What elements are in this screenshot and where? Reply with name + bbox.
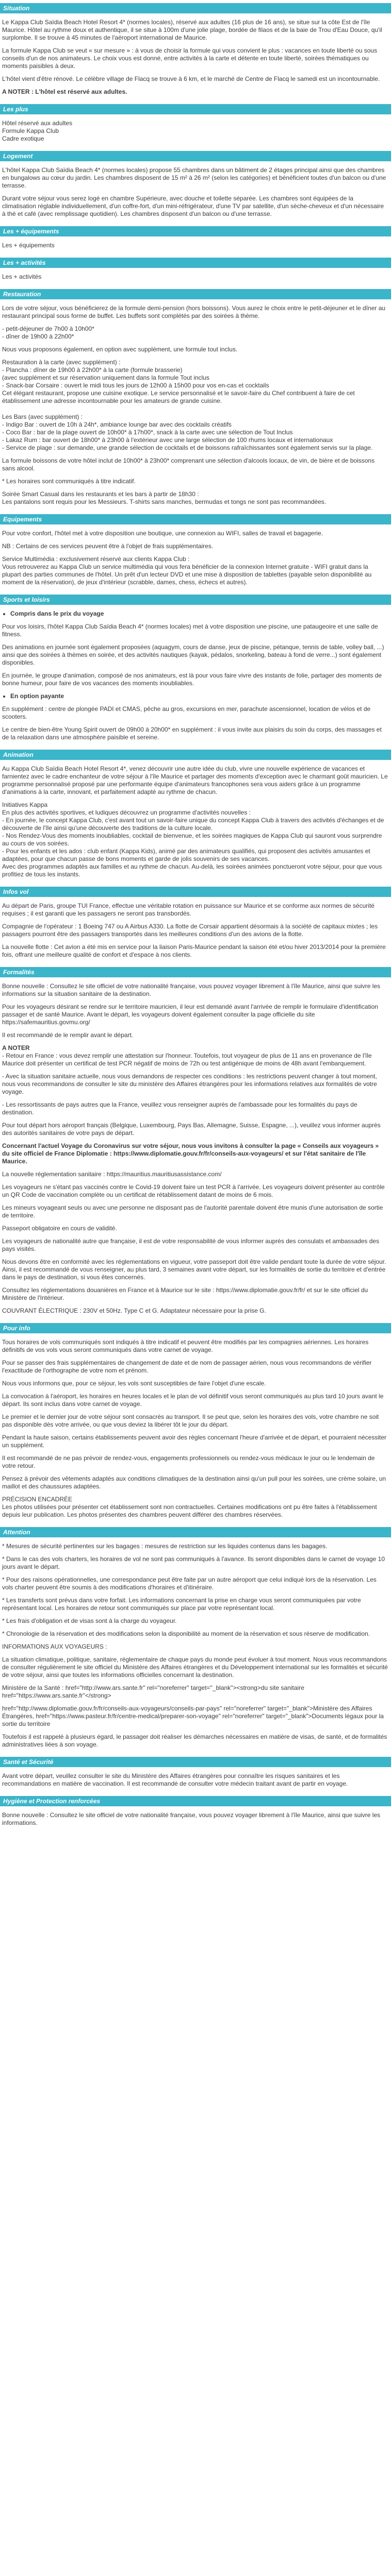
plus-activites-body (0, 273, 391, 281)
restauration-line: (avec supplément et sur réservation uniquement dans la formule Tout inclus (2, 374, 209, 381)
pour-info-p9: PRÉCISION ENCADRÉE (2, 1496, 73, 1503)
equipements-p3: Service Multimédia : exclusivement réservé aux clients Kappa Club : (2, 555, 190, 563)
formalites-p6: - Avec la situation sanitaire actuelle, nous vous demandons de respecter ces conditions : les restrictions peuvent changer à tout moment, nous vous recommandons de consulter le site du ministère des Affaires étrangères pour les informations relatives aux formalités de votre voyage. (2, 1073, 377, 1095)
situation-note: A NOTER : L'hôtel est réservé aux adultes. (2, 88, 127, 95)
situation-header: Situation (0, 3, 391, 13)
infos-body (0, 902, 391, 959)
infos-p1: Au départ de Paris, groupe TUI France, effectue une véritable rotation en puissance sur Maurice et se conforme aux normes de sécurité requises ; il est garanti que les passagers ne seront pas transbordés. (2, 902, 374, 917)
attention-link-p: Ministère de la Santé : href="http://www.ars.sante.fr" rel="noreferrer" target="_blank"><strong>du site sanitaire href="https://www.ars.sante.fr"</strong> (2, 1684, 304, 1699)
logement-p2: Durant votre séjour vous serez logé en chambre Supérieure, avec douche et toilette séparée. Les chambres sont équipées de la climatisation réglable individuellement, d'un coffre-fort, d'un mini-réfrigérateur, d'une TV par satellite, d'un sèche-cheveux et d'un nécessaire à thé et café (avec remplissage quotidien). Les chambres disposent d'un balcon ou d'une terrasse. (2, 195, 384, 217)
bars-line: - Lakaz Rum : bar ouvert de 18h00* à 23h00 à l'extérieur avec une large sélection de 100 rhums locaux et internationaux (2, 436, 333, 444)
equipements-body (0, 530, 391, 586)
attention-p3: * Pour des raisons opérationnelles, une correspondance peut être faite par un autre aéroport que celui indiqué lors de la réservation. Les vols charter peuvent être soumis à des modifications d'horaires et d'itinéraire. (2, 1576, 377, 1591)
sports-p5: Le centre de bien-être Young Spirit ouvert de 09h00 à 20h00* en supplément : il vous invite aux plaisirs du soin du corps, des massages et de la relaxation dans une atmosphère paisible et sereine. (2, 726, 382, 741)
situation-p2: La formule Kappa Club se veut « sur mesure » : à vous de choisir la formule qui vous convient le plus : vacances en toute liberté ou sous conseils d'un de nos animateurs. Le choix vous est donné, entre activités à la carte et détente en toute liberté, soirées thématiques ou moments paisibles à deux. (2, 47, 378, 70)
plus-activites-item: Les + activités (2, 273, 42, 280)
infos-p3: La nouvelle flotte : Cet avion a été mis en service pour la liaison Paris-Maurice pendant la saison été et/ou hiver 2013/2014 pour la première fois, offrant une meilleure qualité de confort et d'espace à nos clients. (2, 943, 386, 958)
bars-line: - Indigo Bar : ouvert de 10h à 24h*, ambiance lounge bar avec des cocktails créatifs (2, 421, 232, 428)
plus-equipements-header: Les + équipements (0, 226, 391, 236)
covid-body-3: Les mineurs voyageant seuls ou avec une personne ne disposant pas de l'autorité parentale doivent être munis d'une autorisation de sortie de territoire. (2, 1204, 383, 1219)
equipements-p1: Pour votre confort, l'hôtel met à votre disposition une boutique, une connexion au WIFI, salles de travail et bagagerie. (2, 530, 323, 537)
equipements-p2: NB : Certains de ces services peuvent être à l'objet de frais supplémentaires. (2, 543, 214, 550)
les-plus-item: Hôtel réservé aux adultes (2, 120, 73, 127)
hygiene-body (0, 1811, 391, 1827)
pour-info-p7: Il est recommandé de ne pas prévoir de rendez-vous, engagements professionnels ou rendez-vous médicaux le jour ou le lendemain de votre retour. (2, 1454, 375, 1469)
attention-p4: * Les transferts sont prévus dans votre forfait. Les informations concernant la prise en charge vous seront communiquées par votre représentant local. Les horaires de retour sont communiqués sur place par votre représentant local. (2, 1597, 361, 1612)
pour-info-header: Pour info (0, 1323, 391, 1333)
plus-activites-header: Les + activités (0, 258, 391, 268)
attention-p1-text: * Mesures de sécurité pertinentes sur les bagages : mesures de restriction sur les liquides contenus dans les bagages. (2, 1543, 328, 1550)
formalites-header: Formalités (0, 967, 391, 977)
tout-inclus-p3: Soirée Smart Casual dans les restaurants et les bars à partir de 18h30 : (2, 490, 199, 498)
sports-list-2 (2, 692, 388, 700)
pour-info-p6: Pendant la haute saison, certains établissements peuvent avoir des règles concernant l'heure d'arrivée et de départ, et pourraient nécessiter un supplément. (2, 1434, 387, 1449)
les-plus-header: Les plus (0, 104, 391, 114)
sports-p3: En journée, le groupe d'animation, composé de nos animateurs, est là pour vous faire vivre des instants de folie, partager des moments de bonne humeur, pour faire de vos vacances des moments inoubliables. (2, 672, 382, 687)
passport-p3: Consultez les réglementations douanières en France et à Maurice sur le site : https://www.diplomatie.gouv.fr/fr/ et sur le site officiel du Ministère de l'Intérieur. (2, 1286, 368, 1301)
attention-header: Attention (0, 1527, 391, 1537)
attention-closing: Toutefois il est rappelé à plusieurs égard, le passager doit réaliser les démarches nécessaires en matière de visas, de santé, et de formalités administratives liées à son voyage. (2, 1733, 387, 1748)
attention-important: INFORMATIONS AUX VOYAGEURS : (2, 1643, 107, 1650)
covid-body: La nouvelle réglementation sanitaire : https://mauritius.mauritiusassistance.com/ (2, 1171, 222, 1178)
formalites-p5: - Retour en France : vous devez remplir une attestation sur l'honneur. Toutefois, tout voyageur de plus de 11 ans en provenance de l'île Maurice doit présenter un certificat de test PCR négatif de moins de 72h ou test antigénique de moins de 48h avant l'embarquement. (2, 1052, 372, 1067)
les-plus-body (0, 120, 391, 143)
logement-body (0, 166, 391, 218)
formalites-body (0, 982, 391, 1315)
logement-p1: L'hôtel Kappa Club Saïdia Beach 4* (normes locales) propose 55 chambres dans un bâtiment de 2 étages principal ainsi que des chambres en bungalows au cœur du jardin. Les chambres disposent de 15 m² à 26 m² (selon les catégories) et bénéficient toutes d'un balcon ou d'une terrasse. (2, 166, 386, 189)
bars-line: Les Bars (avec supplément) : (2, 413, 83, 420)
attention-note-2: * Chronologie de la réservation et des modifications selon la disponibilité au moment de la réservation et sous réserve de modification. (2, 1630, 370, 1637)
passport-p2: Nous devons être en conformité avec les réglementations en vigueur, votre passeport doit être valide pendant toute la durée de votre séjour. Ainsi, il est recommandé de vous renseigner, au plus tard, 3 semaines avant votre départ, sur les formalités de sortie du territoire et d'entrée dans le pays de destination, si vous êtes concernés. (2, 1258, 386, 1281)
restauration-p1: Lors de votre séjour, vous bénéficierez de la formule demi-pension (hors boissons). Vous aurez le choix entre le petit-déjeuner et le dîner au restaurant principal sous forme de buffet. Les buffets sont complétés par des soirées à thème. (2, 304, 386, 319)
pour-info-body (0, 1338, 391, 1519)
situation-p3: L'hôtel vient d'être rénové. Le célèbre village de Flacq se trouve à 6 km, et le marché de Centre de Flacq le samedi est un incontournable. (2, 75, 380, 82)
hygiene-p1: Bonne nouvelle : Consultez le site officiel de votre nationalité française, vous pouvez voyager librement à l'île Maurice, ainsi que suivre les informations. (2, 1811, 381, 1826)
covid-title: Concernant l'actuel Voyage du Coronavirus sur votre séjour, nous vous invitons à consulter la page « Conseils aux voyageurs » du site officiel de France Diplomatie : https://www.diplomatie.gouv.fr/fr/conseils-aux-voyageurs/ et sur l'état sanitaire de l'île Maurice. (2, 1142, 379, 1165)
restauration-line: - Snack-bar Corsaire : ouvert le midi tous les jours de 12h00 à 15h00 pour vos en-cas et cocktails (2, 382, 269, 389)
restauration-line: Restauration à la carte (avec supplément) : (2, 359, 121, 366)
tout-inclus-p2: * Les horaires sont communiqués à titre indicatif. (2, 478, 136, 485)
animation-p2: Initiatives Kappa (2, 801, 48, 808)
formalites-p1: Bonne nouvelle : Consultez le site officiel de votre nationalité française, vous pouvez voyager librement à l'île Maurice, ainsi que suivre les informations sur la situation sanitaire de la destination. (2, 982, 381, 997)
sante-header: Santé et Sécurité (0, 1757, 391, 1767)
attention-body (0, 1543, 391, 1749)
equipements-header: Equipements (0, 514, 391, 524)
restauration-line: - dîner de 19h00 à 22h00* (2, 333, 74, 340)
formalites-note-title: A NOTER (2, 1044, 30, 1052)
pour-info-p3: Nous vous informons que, pour ce séjour, les vols sont susceptibles de faire l'objet d'une escale. (2, 1380, 266, 1387)
sante-body (0, 1772, 391, 1788)
animation-header: Animation (0, 750, 391, 760)
passport-p4: COUVRANT ÉLECTRIQUE : 230V et 50Hz. Type C et G. Adaptateur nécessaire pour la prise G. (2, 1307, 266, 1314)
animation-p1: Au Kappa Club Saïdia Beach Hotel Resort 4*, venez découvrir une autre idée du club, vivre une nouvelle expérience de vacances et farnientez avec le cadre enchanteur de votre séjour à l'île Maurice et partager des moments d'exception avec le charmant goût mauricien. Le programme personnalisé proposé par une performante équipe d'animateurs francophones sera vous aiders grâce à un programme d'animations à la carte, innovant, et parfaitement adapté au rythme de chacun. (2, 765, 388, 795)
restauration-header: Restauration (0, 289, 391, 299)
sante-p1: Avant votre départ, veuillez consulter le site du Ministère des Affaires étrangères pour connaître les risques sanitaires et les recommandations en matière de vaccination. Il est recommandé de consulter votre médecin traitant avant de partir en voyage. (2, 1772, 348, 1787)
restauration-line: - petit-déjeuner de 7h00 à 10h00* (2, 325, 94, 332)
infos-p2: Compagnie de l'opérateur : 1 Boeing 747 ou A Airbus A330. La flotte de Corsair appartient désormais à la société de capitaux mixtes ; les passagers pourront être des passagers transportés dans les meilleures conditions d'un des avions de la flotte. (2, 923, 378, 938)
pour-info-p2: Pour se passer des frais supplémentaires de changement de date et de nom de passager aérien, nous vous recommandons de vérifier l'exactitude de l'orthographe de votre nom et prénom. (2, 1359, 372, 1374)
sports-subhead-2: • En option payante (10, 692, 388, 700)
les-plus-item: Cadre exotique (2, 135, 44, 142)
equipements-p4: Vous retrouverez au Kappa Club un service multimédia qui vous fera bénéficier de la connexion Internet gratuite - WIFI gratuit dans la plupart des parties communes de l'hôtel. Un prêt d'un lecteur DVD et une mise à disposition de tablettes (payable selon disponibilité au moment de la réservation), de jeux d'intérieur (scrabble, dames, chess, échecs et autres). (2, 563, 372, 586)
pour-info-p10: Les photos utilisées pour présenter cet établissement sont non contractuelles. Certaines modifications ont pu être faites à l'établissement depuis leur publication. Les photos présentes des chambres peuvent différer des chambres réservées. (2, 1503, 377, 1518)
formalites-p2: Pour les voyageurs désirant se rendre sur le territoire mauricien, il leur est demandé avant l'arrivée de remplir le formulaire d'identification passager et de santé Maurice. Avant le départ, les voyageurs doivent également consulter la page officielle du site https://safemauritius.govmu.org/ (2, 1003, 378, 1026)
animation-p4: - En journée, le concept Kappa Club, c'est avant tout un savoir-faire unique du concept Kappa Club à travers des activités d'échanges et de découverte de l'île ainsi qu'une découverte des traditions de la culture locale. (2, 817, 384, 832)
hygiene-header: Hygiène et Protection renforcées (0, 1796, 391, 1806)
restauration-line: - Plancha : dîner de 19h00 à 22h00* à la carte (formule brasserie) (2, 366, 183, 374)
plus-equipements-item: Les + équipements (2, 242, 55, 249)
formalites-p3: Il est recommandé de le remplir avant le départ. (2, 1031, 134, 1039)
plus-equipements-body (0, 242, 391, 249)
covid-body-2: Les voyageurs ne s'étant pas vaccinés contre le Covid-19 doivent faire un test PCR à l'arrivée. Les voyageurs doivent présenter au contrôle un QR Code de vaccination complète ou un certificat de rétablissement datant de moins de 6 mois. (2, 1183, 385, 1198)
sports-p2: Des animations en journée sont également proposées (aquagym, cours de danse, jeux de piscine, pétanque, tennis de table, volley ball, ...) ainsi que des soirées à thèmes en soirée, et des activités nautiques (kayak, pédalos, snorkeling, bateau à fond de verre...) sont également disponibles. (2, 643, 384, 666)
attention-p2: * Dans le cas des vols charters, les horaires de vol ne sont pas communiqués à l'avance. Ils seront disponibles dans le carnet de voyage 10 jours avant le départ. (2, 1555, 385, 1570)
animation-p5: - Nos Rendez-Vous des moments inoubliables, cocktail de bienvenue, et les soirées magiques de Kappa Club qui sauront vous surprendre au cours de vos soirées. (2, 832, 382, 847)
passport-title: Passeport obligatoire en cours de validité. (2, 1225, 117, 1232)
attention-link-p2: href="http://www.diplomatie.gouv.fr/fr/conseils-aux-voyageurs/conseils-par-pays" rel="noreferrer" target="_blank">Ministère des Affaires Étrangères, href="https://www.pasteur.fr/fr/centre-medical/preparer-son-voyage" rel="noreferrer" target="_blank">Documents légaux pour la sortie du territoire (2, 1705, 384, 1727)
attention-note: * Les frais d'obligation et de visas sont à la charge du voyageur. (2, 1617, 177, 1624)
sports-list (2, 610, 388, 618)
animation-p6: - Pour les enfants et les ados : club enfant (Kappa Kids), animé par des animateurs qualifiés, qui proposent des activités amusantes et adaptées, pour que chacun passe de bons moments et garde de jolis souvenirs de ses vacances. (2, 848, 370, 862)
restauration-line: Nous vous proposons également, en option avec supplément, une formule tout inclus. (2, 346, 238, 353)
attention-p1 (2, 1543, 388, 1550)
situation-body (0, 19, 391, 96)
situation-p1: Le Kappa Club Saïdia Beach Hotel Resort 4* (normes locales), réservé aux adultes (16 plus de 16 ans), se situe sur la côte Est de l'île Maurice. Hôtel au rythme doux et authentique, il se situe à 100m d'une jolie plage, bordée de filaos et de la baie de Trou d'Eau Douce, qu'il surplombe. Il se trouve à 45 minutes de l'aéroport international de Maurice. (2, 19, 382, 41)
tout-inclus-p4: Les pantalons sont requis pour les Messieurs. T-shirts sans manches, bermudas et tongs ne sont pas recommandées. (2, 498, 327, 505)
formalites-p8: Pour tout départ hors aéroport français (Belgique, Luxembourg, Pays Bas, Allemagne, Suisse, Espagne, ...), veuillez vous informer auprès des autorités sanitaires de votre pays de départ. (2, 1122, 381, 1137)
tout-inclus-p1: La formule boissons de votre hôtel inclut de 10h00* à 23h00* comprenant une sélection d'alcools locaux, de vin, de bière et de boissons sans alcool. (2, 457, 375, 472)
sports-p4: En supplément : centre de plongée PADI et CMAS, pêche au gros, excursions en mer, parachute ascensionnel, location de vélos et de scooters. (2, 705, 371, 720)
passport-p1: Les voyageurs de nationalité autre que française, il est de votre responsabilité de vous informer auprès des consulats et ambassades des pays visités. (2, 1238, 380, 1252)
pour-info-p4: La convocation à l'aéroport, les horaires en heures locales et le plan de vol définitif vous seront communiqués au plus tard 10 jours avant le départ. Ils sont inclus dans votre carnet de voyage. (2, 1393, 384, 1408)
logement-header: Logement (0, 151, 391, 161)
pour-info-p1: Tous horaires de vols communiqués sont indiqués à titre indicatif et peuvent être modifiés par les compagnies aériennes. Les horaires définitifs de vos vols vous seront communiqués dans votre carnet de voyage. (2, 1338, 369, 1353)
sports-subhead: • Compris dans le prix du voyage (10, 610, 388, 618)
infos-header: Infos vol (0, 887, 391, 897)
sports-p1: Pour vos loisirs, l'hôtel Kappa Club Saïdia Beach 4* (normes locales) met à votre disposition une piscine, une pataugeoire et une salle de fitness. (2, 623, 378, 638)
animation-p7: Avec des programmes adaptés aux familles et au rythme de chacun. Au-delà, les soirées animées ponctueront votre séjour, pour que vous profitiez de tous les instants. (2, 863, 382, 878)
formalites-p7: - Les ressortissants de pays autres que la France, veuillez vous renseigner auprès de l'ambassade pour les formalités du pays de destination. (2, 1101, 357, 1116)
restauration-body (0, 304, 391, 506)
pour-info-p5: Le premier et le dernier jour de votre séjour sont consacrés au transport. Il se peut que, selon les horaires des vols, votre chambre ne soit pas disponible dès votre arrivée, ou que vous deviez la libérer tôt le jour du départ. (2, 1413, 379, 1428)
attention-important-body: La situation climatique, politique, sanitaire, réglementaire de chaque pays du monde peut évoluer à tout moment. Nous vous recommandons de consulter régulièrement le site officiel du Ministère des Affaires étrangères et du Développement international sur les formalités et sécurité de votre séjour, ainsi que toutes les informations officielles concernant la destination. (2, 1656, 388, 1679)
animation-p3: En plus des activités sportives, et ludiques découvrez un programme d'activités nouvelles : (2, 809, 251, 816)
restauration-line: Cet élégant restaurant, propose une cuisine exotique. Le service personnalisé et le savoir-faire du Chef contribuent à faire de cet établissement une adresse incontournable pour les amateurs de grande cuisine. (2, 389, 355, 404)
bars-line: - Service de plage : sur demande, une grande sélection de cocktails et de boissons rafraîchissantes sont également servis sur la plage. (2, 444, 373, 451)
sports-header: Sports et loisirs (0, 595, 391, 605)
les-plus-item: Formule Kappa Club (2, 127, 59, 134)
animation-body (0, 765, 391, 878)
pour-info-p8: Pensez à prévoir des vêtements adaptés aux conditions climatiques de la destination ainsi qu'un pull pour les soirées, une crème solaire, un maillot et des chaussures adaptées. (2, 1475, 386, 1490)
bars-line: - Coco Bar : bar de la plage ouvert de 10h00* à 17h00*, snack à la carte avec une sélection de Tout Inclus (2, 429, 293, 436)
sports-body (0, 610, 391, 741)
